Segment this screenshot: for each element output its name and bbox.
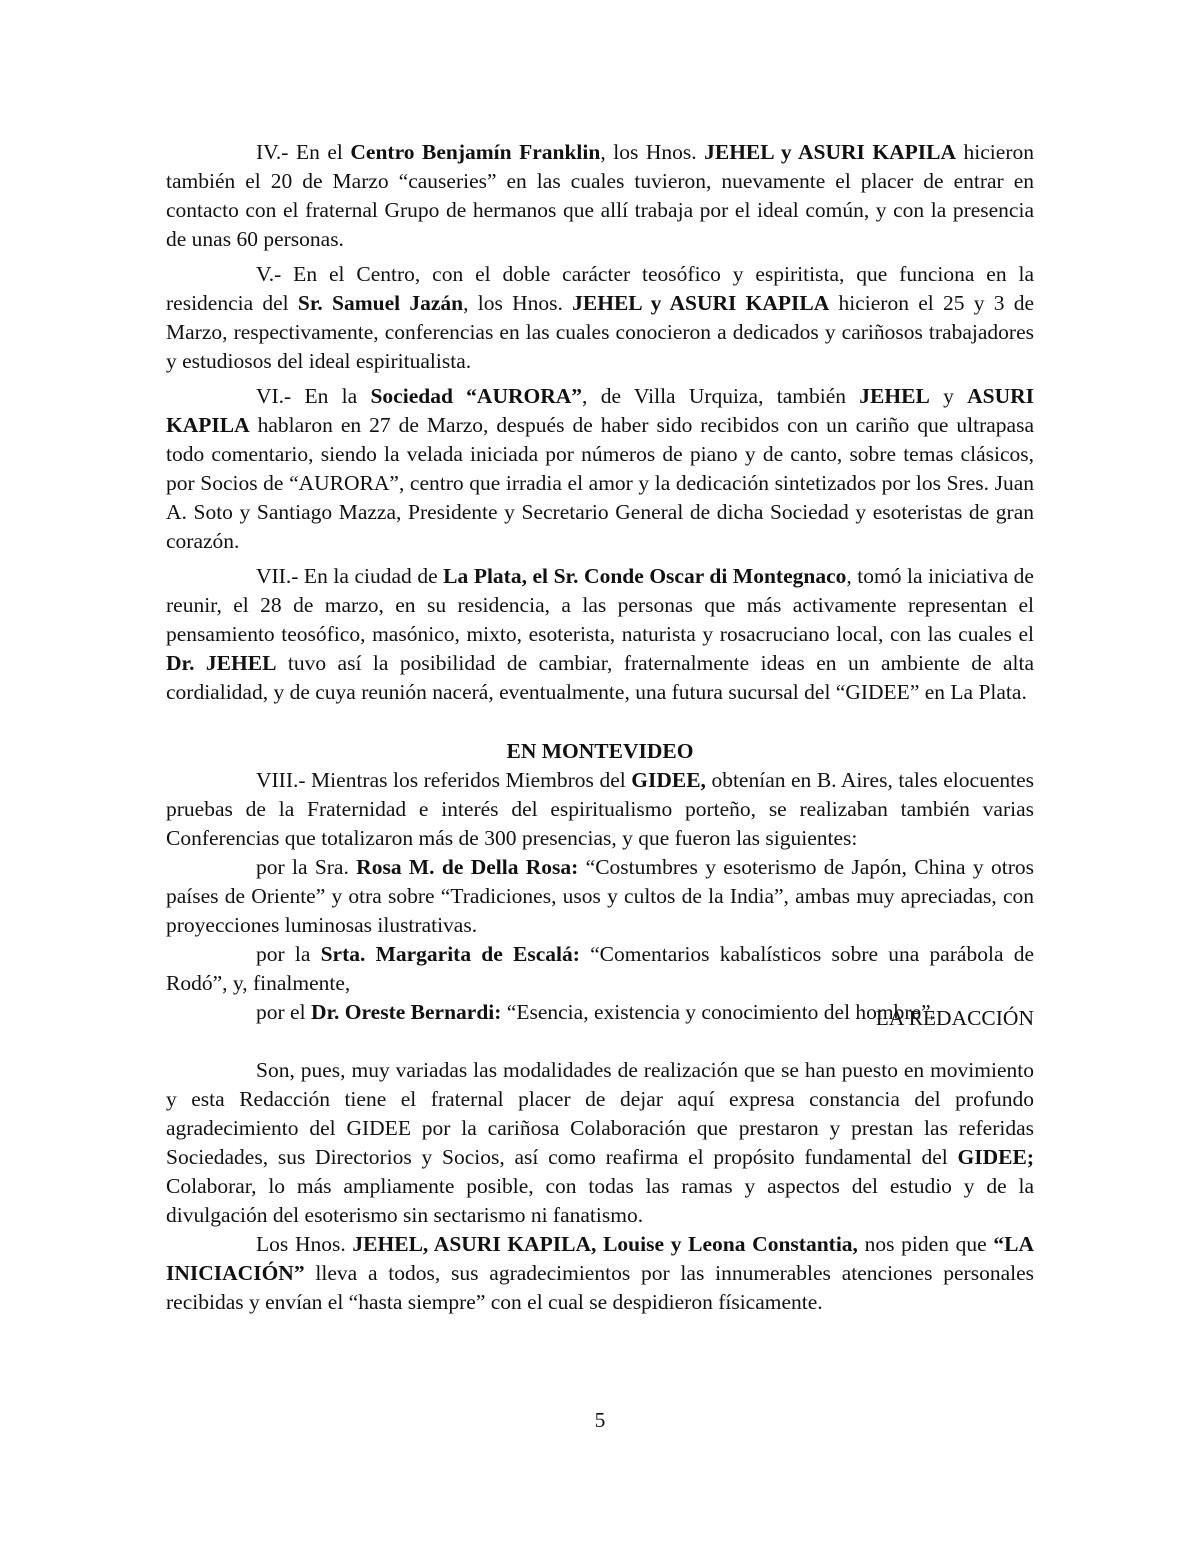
page-number: 5 xyxy=(594,1408,606,1432)
signature: LA REDACCIÓN xyxy=(875,1006,1034,1030)
paragraph-iv: IV.- En el Centro Benjamín Franklin, los Hnos. JEHEL y ASURI KAPILA hicieron también el 20 de Marzo “causeries” en las cuales tuvieron, nuevamente el placer de entrar en contacto con el fraternal Grupo de hermanos que allí trabaja por el ideal común, y con la presencia de unas 60 personas. xyxy=(166,140,1034,251)
lecture-item: por la Srta. Margarita de Escalá: “Comentarios kabalísticos sobre una parábola de Rodó”, y, finalmente, xyxy=(166,942,1034,995)
paragraph-v: V.- En el Centro, con el doble carácter teosófico y espiritista, que funciona en la residencia del Sr. Samuel Jazán, los Hnos. JEHEL y ASURI KAPILA hicieron el 25 y 3 de Marzo, respectivamente, conferencias en las cuales conocieron a dedicados y cariñosos trabajadores y estudiosos del ideal espiritualista. xyxy=(166,262,1034,373)
lecture-item: por la Sra. Rosa M. de Della Rosa: “Costumbres y esoterismo de Japón, China y otros países de Oriente” y otra sobre “Tradiciones, usos y cultos de la India”, ambas muy apreciadas, con proyecciones luminosas ilustrativas. xyxy=(166,855,1034,937)
document-body xyxy=(166,138,1034,1317)
paragraph-vii: VII.- En la ciudad de La Plata, el Sr. Conde Oscar di Montegnaco, tomó la iniciativa de reunir, el 28 de marzo, en su residencia, a las personas que más activamente representan el pensamiento teosófico, masónico, mixto, esoterista, naturista y rosacruciano local, con las cuales el Dr. JEHEL tuvo así la posibilidad de cambiar, fraternalmente ideas en un ambiente de alta cordialidad, y de cuya reunión nacerá, eventualmente, una futura sucursal del “GIDEE” en La Plata. xyxy=(166,564,1034,704)
paragraph-thanks: Los Hnos. JEHEL, ASURI KAPILA, Louise y Leona Constantia, nos piden que “LA INICIACIÓN” lleva a todos, sus agradecimientos por las innumerables atenciones personales recibidas y envían el “hasta siempre” con el cual se despidieron físicamente. xyxy=(166,1232,1034,1314)
paragraph-vi: VI.- En la Sociedad “AURORA”, de Villa Urquiza, también JEHEL y ASURI KAPILA hablaron en 27 de Marzo, después de haber sido recibidos con un cariño que ultrapasa todo comentario, siendo la velada iniciada por números de piano y de canto, sobre temas clásicos, por Socios de “AURORA”, centro que irradia el amor y la dedicación sintetizados por los Sres. Juan A. Soto y Santiago Mazza, Presidente y Secretario General de dicha Sociedad y esoteristas de gran corazón. xyxy=(166,384,1035,553)
paragraph-closing: Son, pues, muy variadas las modalidades de realización que se han puesto en movimiento y esta Redacción tiene el fraternal placer de dejar aquí expresa constancia del profundo agradecimiento del GIDEE por la cariñosa Colaboración que prestaron y prestan las referidas Sociedades, sus Directorios y Socios, así como reafirma el propósito fundamental del GIDEE; Colaborar, lo más ampliamente posible, con todas las ramas y aspectos del estudio y de la divulgación del esoterismo sin sectarismo ni fanatismo. xyxy=(166,1058,1034,1227)
section-heading: EN MONTEVIDEO xyxy=(506,739,694,763)
lecture-item: por el Dr. Oreste Bernardi: “Esencia, existencia y conocimiento del hombre”. xyxy=(256,1000,937,1024)
paragraph-viii: VIII.- Mientras los referidos Miembros del GIDEE, obtenían en B. Aires, tales elocuentes pruebas de la Fraternidad e interés del espiritualismo porteño, se realizaban también varias Conferencias que totalizaron más de 300 presencias, y que fueron las siguientes: xyxy=(166,768,1034,850)
